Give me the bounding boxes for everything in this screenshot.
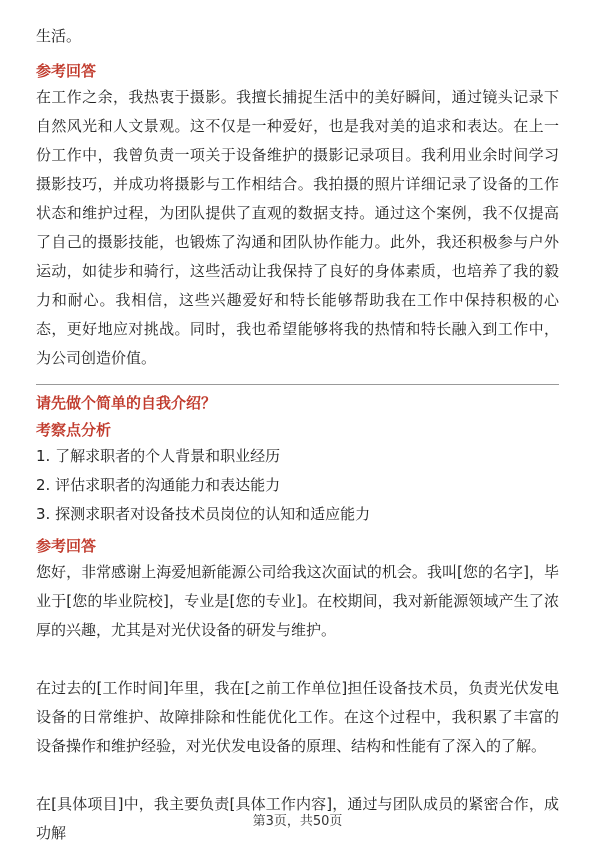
answer-paragraph: 在[具体项目]中，我主要负责[具体工作内容]，通过与团队成员的紧密合作，成功解 bbox=[36, 795, 559, 842]
question-title: 请先做个简单的自我介绍？ bbox=[36, 394, 217, 412]
reference-answer-label: 参考回答 bbox=[36, 537, 97, 555]
reference-answer-text: 在工作之余，我热衷于摄影。我擅长捕捉生活中的美好瞬间，通过镜头记录下自然风光和人文景观。这不仅是一种爱好，也是我对美的追求和表达。在上一份工作中，我曾负责一项关于设备维护的摄影记录项目。我利用业余时间学习摄影技巧，并成功将摄影与工作相结合。我拍摄的照片详细记录了设备的工作状态和维护过程，为团队提供了直观的数据支持。通过这个案例，我不仅提高了自己的摄影技能，也锻炼了沟通和团队协作能力。此外，我还积极参与户外运动，如徒步和骑行，这些活动让我保持了良好的身体素质，也培养了我的毅力和耐心。我相信，这些兴趣爱好和特长能够帮助我在工作中保持积极的心态，更好地应对挑战。同时，我也希望能够将我的热情和特长融入到工作中，为公司创造价值。 bbox=[36, 88, 559, 367]
analysis-point: 3. 探测求职者对设备技术员岗位的认知和适应能力 bbox=[36, 505, 371, 523]
analysis-point: 2. 评估求职者的沟通能力和表达能力 bbox=[36, 476, 281, 494]
section-divider bbox=[36, 384, 559, 385]
analysis-point: 1. 了解求职者的个人背景和职业经历 bbox=[36, 447, 281, 465]
reference-answer-label: 参考回答 bbox=[36, 62, 97, 80]
answer-paragraph: 您好，非常感谢上海爱旭新能源公司给我这次面试的机会。我叫[您的名字]，毕业于[您的毕业院校]，专业是[您的专业]。在校期间，我对新能源领域产生了浓厚的兴趣，尤其是对光伏设备的研发与维护。 bbox=[36, 563, 559, 639]
page-footer: 第3页，共50页 bbox=[252, 814, 343, 829]
document-page bbox=[36, 22, 559, 848]
answer-paragraph: 在过去的[工作时间]年里，我在[之前工作单位]担任设备技术员，负责光伏发电设备的日常维护、故障排除和性能优化工作。在这个过程中，我积累了丰富的设备操作和维护经验，对光伏发电设备的原理、结构和性能有了深入的了解。 bbox=[36, 679, 559, 755]
previous-answer-tail: 生活。 bbox=[36, 27, 82, 45]
analysis-points bbox=[36, 442, 559, 529]
analysis-label: 考察点分析 bbox=[36, 421, 112, 439]
